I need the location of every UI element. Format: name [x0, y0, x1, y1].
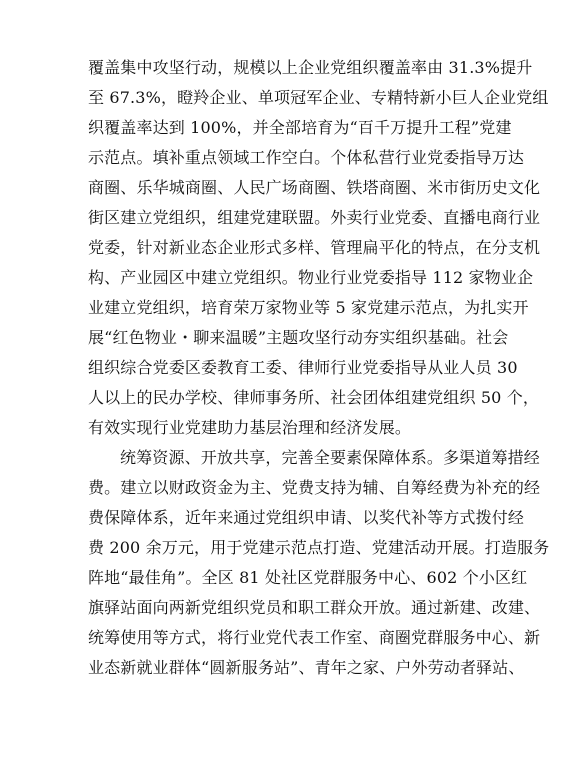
text-line: 统筹使用等方式，将行业党代表工作室、商圈党群服务中心、新 [88, 628, 541, 647]
text-line: 构、产业园区中建立党组织。物业行业党委指导 112 家物业企 [88, 268, 534, 287]
text-line: 织覆盖率达到 100%，并全部培育为“百千万提升工程”党建 [88, 118, 512, 137]
text-line: 费保障体系，近年来通过党组织申请、以奖代补等方式拨付经 [88, 508, 525, 527]
text-line: 旗驿站面向两新党组织党员和职工群众开放。通过新建、改建、 [88, 598, 541, 617]
text-line: 业建立党组织，培育荣万家物业等 5 家党建示范点，为扎实开 [88, 298, 529, 317]
text-line: 街区建立党组织，组建党建联盟。外卖行业党委、直播电商行业 [88, 208, 541, 227]
text-line: 统筹资源、开放共享，完善全要素保障体系。多渠道筹措经 [120, 448, 540, 467]
paragraph-2 [88, 443, 550, 683]
text-line: 覆盖集中攻坚行动，规模以上企业党组织覆盖率由 31.3%提升 [88, 58, 533, 77]
text-line: 人以上的民办学校、律师事务所、社会团体组建党组织 50 个， [88, 388, 540, 407]
text-line: 示范点。填补重点领域工作空白。个体私营行业党委指导万达 [88, 148, 525, 167]
text-line: 展“红色物业・聊来温暖”主题攻坚行动夯实组织基础。社会 [88, 328, 509, 347]
text-line: 至 67.3%，瞪羚企业、单项冠军企业、专精特新小巨人企业党组 [88, 88, 549, 107]
text-line: 业态新就业群体“圆新服务站”、青年之家、户外劳动者驿站、 [88, 658, 525, 677]
text-line: 有效实现行业党建助力基层治理和经济发展。 [88, 418, 412, 437]
text-line: 费 200 余万元，用于党建示范点打造、党建活动开展。打造服务 [88, 538, 550, 557]
text-line: 组织综合党委区委教育工委、律师行业党委指导从业人员 30 [88, 358, 518, 377]
paragraph-1 [88, 53, 549, 443]
text-line: 商圈、乐华城商圈、人民广场商圈、铁塔商圈、米市街历史文化 [88, 178, 541, 197]
text-line: 费。建立以财政资金为主、党费支持为辅、自筹经费为补充的经 [88, 478, 541, 497]
text-line: 党委，针对新业态企业形式多样、管理扁平化的特点，在分支机 [88, 238, 541, 257]
text-line: 阵地“最佳角”。全区 81 处社区党群服务中心、602 个小区红 [88, 568, 528, 587]
